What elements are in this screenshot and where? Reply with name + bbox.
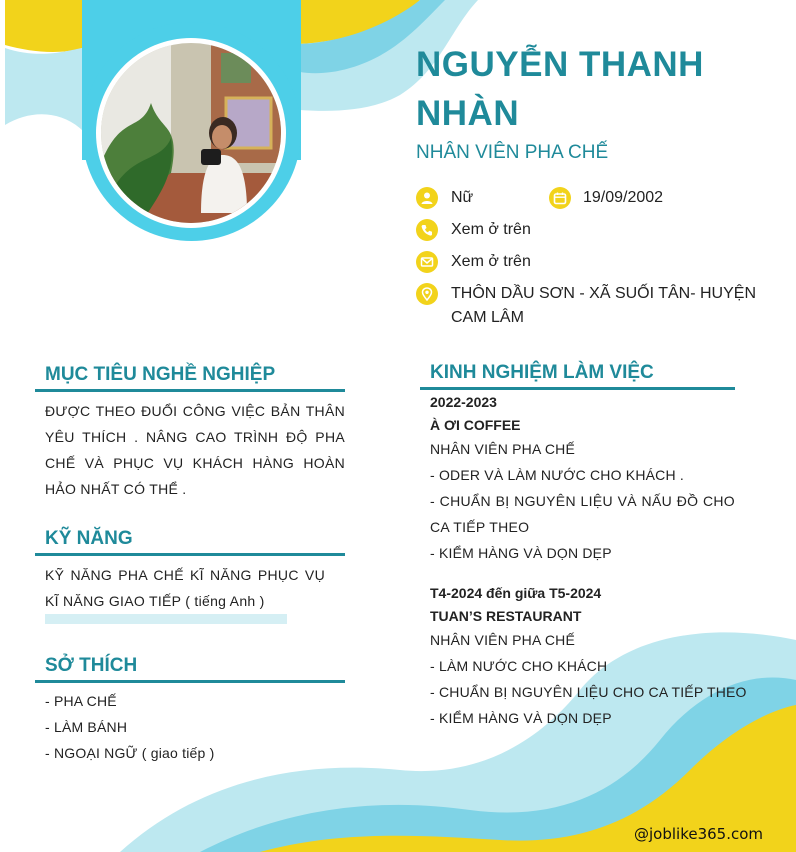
job-company: TUAN’S RESTAURANT (430, 608, 582, 624)
job-duty: - ODER VÀ LÀM NƯỚC CHO KHÁCH . (430, 467, 684, 483)
skill-level-bar (45, 614, 287, 624)
address-line-1: THÔN DẦU SƠN - XÃ SUỐI TÂN- HUYỆN (451, 285, 757, 302)
objective-divider (35, 389, 345, 392)
phone-value: Xem ở trên (451, 221, 531, 238)
email-value: Xem ở trên (451, 253, 531, 270)
objective-text: ĐƯỢC THEO ĐUỔI CÔNG VIỆC BẢN THÂN YÊU THÍCH . NÂNG CAO TRÌNH ĐỘ PHA CHẾ VÀ PHỤC VỤ KHÁCH HÀNG HOÀN HẢO NHẤT CÓ THỂ . (45, 403, 345, 497)
address-line-2: CAM LÂM (451, 309, 524, 326)
objective-heading: MỤC TIÊU NGHỀ NGHIỆP (45, 364, 276, 385)
location-pin-icon (416, 283, 438, 305)
hobby-item: - LÀM BÁNH (45, 719, 128, 735)
job-role: NHÂN VIÊN PHA CHẾ (430, 632, 575, 648)
job-duty: - CHUẨN BỊ NGUYÊN LIỆU VÀ NẤU ĐỒ CHO CA TIẾP THEO (430, 493, 735, 535)
job-duty: - KIỂM HÀNG VÀ DỌN DẸP (430, 545, 612, 561)
gender-value: Nữ (451, 189, 474, 206)
experience-divider (420, 387, 735, 390)
job-duty: - CHUẨN BỊ NGUYÊN LIỆU CHO CA TIẾP THEO (430, 684, 747, 700)
footer-watermark: @joblike365.com (634, 825, 764, 843)
candidate-name: NGUYỄN THANH NHÀN (416, 45, 704, 133)
email-icon (416, 251, 438, 273)
top-left-cyan-wave (5, 48, 82, 130)
hobbies-heading: SỞ THÍCH (45, 655, 138, 676)
skills-heading: KỸ NĂNG (45, 528, 133, 549)
job-company: À ƠI COFFEE (430, 417, 521, 433)
skills-text: KỸ NĂNG PHA CHẾ KĨ NĂNG PHỤC VỤ KĨ NĂNG GIAO TIẾP ( tiếng Anh ) (45, 567, 325, 609)
person-icon (416, 187, 438, 209)
hobby-item: - NGOẠI NGỮ ( giao tiếp ) (45, 745, 215, 761)
birthdate-value: 19/09/2002 (583, 189, 664, 206)
job-duty: - KIỂM HÀNG VÀ DỌN DẸP (430, 710, 612, 726)
hobby-item: - PHA CHẾ (45, 693, 117, 709)
hobbies-divider (35, 680, 345, 683)
job-title: NHÂN VIÊN PHA CHẾ (416, 142, 609, 163)
phone-icon (416, 219, 438, 241)
job-duty: - LÀM NƯỚC CHO KHÁCH (430, 658, 608, 674)
job-period: T4-2024 đến giữa T5-2024 (430, 585, 602, 601)
profile-photo (96, 38, 286, 228)
job-role: NHÂN VIÊN PHA CHẾ (430, 441, 575, 457)
photo-illustration (101, 43, 281, 223)
skills-divider (35, 553, 345, 556)
calendar-icon (549, 187, 571, 209)
experience-heading: KINH NGHIỆM LÀM VIỆC (430, 362, 654, 383)
job-period: 2022-2023 (430, 394, 497, 410)
